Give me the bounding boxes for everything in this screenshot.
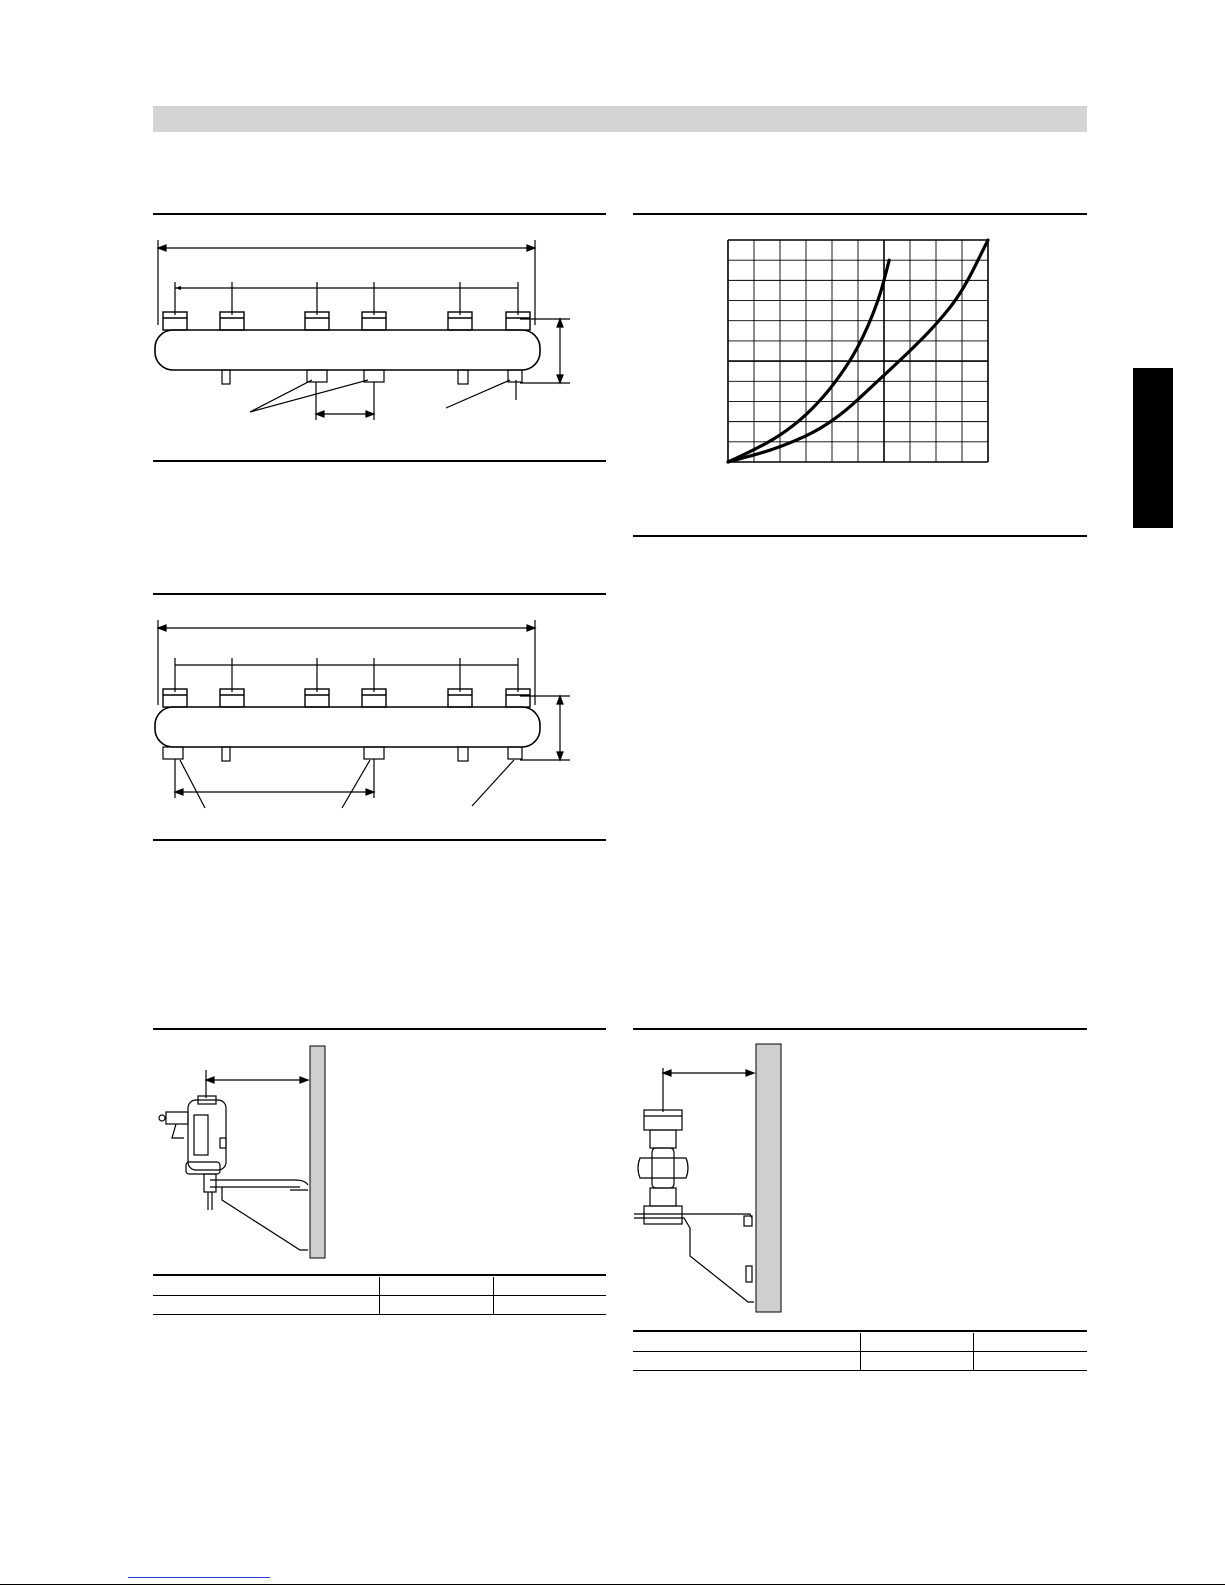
chart-grid [728, 240, 988, 462]
table-row [153, 1277, 606, 1296]
section-header-band [153, 106, 1087, 132]
table-cell [379, 1277, 493, 1296]
wall-bracket-pump-drawing [150, 1040, 340, 1265]
table-cell [493, 1277, 606, 1296]
table-row [153, 1296, 606, 1315]
pressure-loss-chart [728, 240, 988, 462]
table-cell [860, 1333, 973, 1352]
figure-bottom-rule [153, 839, 606, 841]
figure-top-rule [153, 1028, 606, 1030]
figure-top-rule [633, 1028, 1087, 1030]
table-top-rule [153, 1274, 606, 1276]
wall-bracket-valve-drawing [630, 1040, 790, 1315]
table-right [633, 1333, 1087, 1371]
table-top-rule [633, 1330, 1087, 1332]
footer-link-underline[interactable] [128, 1577, 270, 1578]
table-cell [153, 1296, 379, 1315]
table-cell [633, 1352, 860, 1371]
chapter-side-tab [1133, 368, 1173, 528]
table-cell [493, 1296, 606, 1315]
table-cell [379, 1296, 493, 1315]
table-cell [973, 1352, 1087, 1371]
figure-top-rule [153, 213, 606, 215]
chart-bottom-rule [633, 535, 1087, 537]
table-left [153, 1277, 606, 1315]
table-cell [633, 1333, 860, 1352]
manifold-bottom-drawing [150, 610, 590, 810]
table-cell [153, 1277, 379, 1296]
figure-bottom-rule [153, 460, 606, 462]
table-cell [860, 1352, 973, 1371]
table-row [633, 1352, 1087, 1371]
table-row [633, 1333, 1087, 1352]
chart-top-rule [633, 213, 1087, 215]
table-cell [973, 1333, 1087, 1352]
manifold-top-drawing [150, 230, 590, 430]
figure-top-rule [153, 593, 606, 595]
